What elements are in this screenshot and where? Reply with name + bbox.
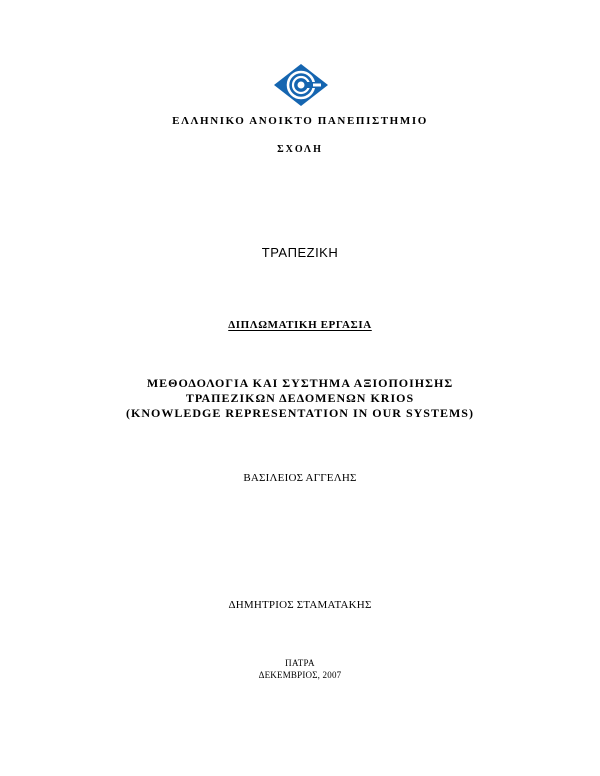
document-type-label: ΔΙΠΛΩΜΑΤΙΚΗ ΕΡΓΑΣΙΑ [228,319,372,331]
university-logo-icon [273,63,329,107]
author-name: ΒΑΣΙΛΕΙΟΣ ΑΓΓΕΛΗΣ [243,472,357,484]
school-name: ΣΧΟΛΗ [277,144,323,155]
supervisor-name: ΔΗΜΗΤΡΙΟΣ ΣΤΑΜΑΤΑΚΗΣ [228,599,372,611]
thesis-title-line-2: ΤΡΑΠΕΖΙΚΩΝ ΔΕΔΟΜΕΝΩΝ KRIOS [185,391,415,405]
publication-date: ΔΕΚΕΜΒΡΙΟΣ, 2007 [258,670,342,680]
university-name: ΕΛΛΗΝΙΚΟ ΑΝΟΙΚΤΟ ΠΑΝΕΠΙΣΤΗΜΙΟ [172,115,428,127]
place-name: ΠΑΤΡΑ [285,658,315,668]
document-type [0,319,600,331]
department-name: ΤΡΑΠΕΖΙΚΗ [261,245,339,260]
thesis-title-line-1: ΜΕΘΟΔΟΛΟΓΙΑ ΚΑΙ ΣΥΣΤΗΜΑ ΑΞΙΟΠΟΙΗΣΗΣ [146,376,454,390]
thesis-title-line-3: (KNOWLEDGE REPRESENTATION IN OUR SYSTEMS) [126,406,474,420]
